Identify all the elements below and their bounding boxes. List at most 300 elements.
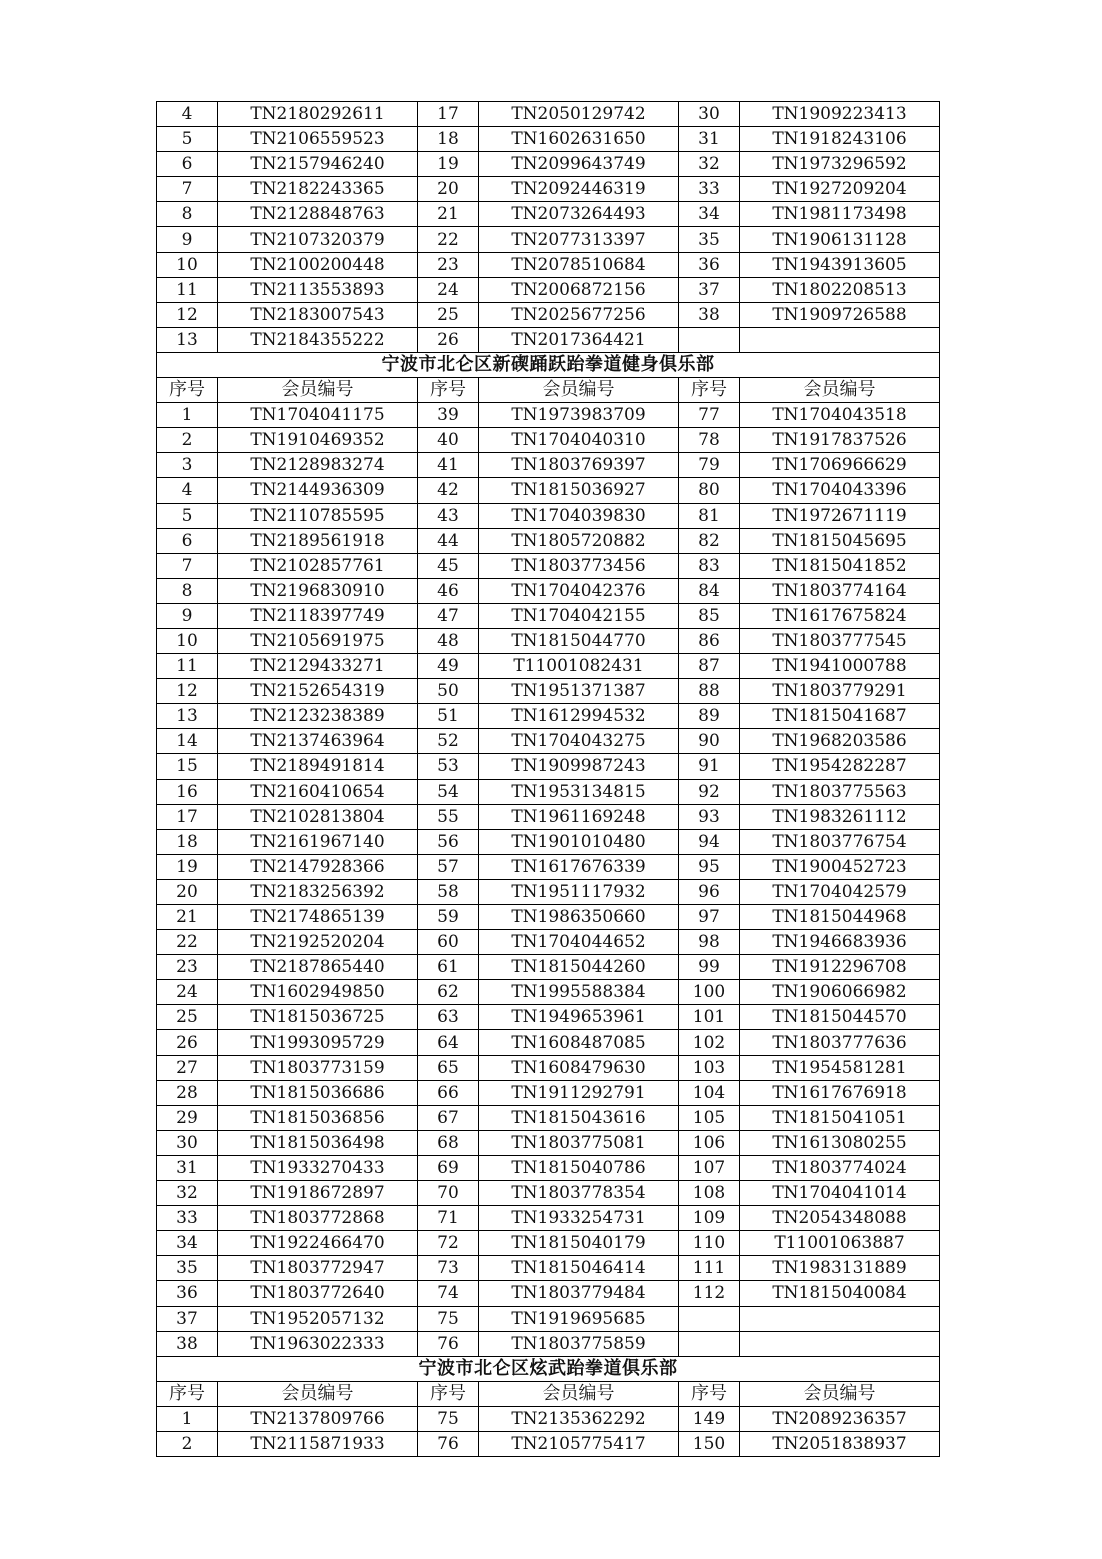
seq-cell bbox=[679, 327, 740, 352]
seq-cell: 33 bbox=[157, 1206, 218, 1231]
seq-cell: 31 bbox=[679, 127, 740, 152]
seq-cell: 40 bbox=[418, 428, 479, 453]
table-row bbox=[157, 478, 940, 503]
seq-cell: 1 bbox=[157, 403, 218, 428]
seq-cell: 72 bbox=[418, 1231, 479, 1256]
member-id-cell: TN2115871933 bbox=[218, 1431, 418, 1456]
table-row bbox=[157, 578, 940, 603]
seq-cell: 25 bbox=[157, 1005, 218, 1030]
table-row bbox=[157, 1406, 940, 1431]
member-id-cell: TN2092446319 bbox=[479, 177, 679, 202]
seq-cell: 25 bbox=[418, 302, 479, 327]
member-id-cell: TN1919695685 bbox=[479, 1306, 679, 1331]
seq-cell: 5 bbox=[157, 503, 218, 528]
seq-cell: 23 bbox=[418, 252, 479, 277]
member-id-cell: TN1803772640 bbox=[218, 1281, 418, 1306]
seq-cell: 103 bbox=[679, 1055, 740, 1080]
member-id-cell: TN1805720882 bbox=[479, 528, 679, 553]
member-id-cell: TN1803779291 bbox=[740, 679, 940, 704]
member-id-cell: TN1815041051 bbox=[740, 1105, 940, 1130]
member-id-cell: TN1954282287 bbox=[740, 754, 940, 779]
seq-header: 序号 bbox=[157, 378, 218, 403]
seq-cell: 62 bbox=[418, 980, 479, 1005]
table-row bbox=[157, 779, 940, 804]
club-title: 宁波市北仑区炫武跆拳道俱乐部 bbox=[157, 1356, 940, 1381]
seq-cell: 89 bbox=[679, 704, 740, 729]
seq-cell: 37 bbox=[679, 277, 740, 302]
member-id-cell: TN1910469352 bbox=[218, 428, 418, 453]
member-id-cell: TN2078510684 bbox=[479, 252, 679, 277]
table-row bbox=[157, 453, 940, 478]
seq-cell: 58 bbox=[418, 879, 479, 904]
seq-cell: 4 bbox=[157, 102, 218, 127]
member-id-cell: TN1949653961 bbox=[479, 1005, 679, 1030]
seq-header: 序号 bbox=[679, 1381, 740, 1406]
table-row bbox=[157, 654, 940, 679]
table-row bbox=[157, 879, 940, 904]
member-id-cell: TN1993095729 bbox=[218, 1030, 418, 1055]
member-id-cell: TN1901010480 bbox=[479, 829, 679, 854]
seq-cell: 75 bbox=[418, 1406, 479, 1431]
member-id-cell: TN2110785595 bbox=[218, 503, 418, 528]
member-table-body bbox=[157, 102, 940, 1457]
table-row bbox=[157, 227, 940, 252]
table-row bbox=[157, 729, 940, 754]
member-id-cell: TN2137809766 bbox=[218, 1406, 418, 1431]
seq-cell: 84 bbox=[679, 578, 740, 603]
table-row bbox=[157, 704, 940, 729]
member-id-header: 会员编号 bbox=[740, 1381, 940, 1406]
seq-cell: 81 bbox=[679, 503, 740, 528]
member-id-cell: TN1912296708 bbox=[740, 955, 940, 980]
member-id-cell: TN2054348088 bbox=[740, 1206, 940, 1231]
member-id-cell: TN1953134815 bbox=[479, 779, 679, 804]
member-id-cell: TN2105775417 bbox=[479, 1431, 679, 1456]
seq-cell: 46 bbox=[418, 578, 479, 603]
seq-cell: 88 bbox=[679, 679, 740, 704]
table-row bbox=[157, 1206, 940, 1231]
seq-cell: 105 bbox=[679, 1105, 740, 1130]
member-id-cell: TN2017364421 bbox=[479, 327, 679, 352]
club-title: 宁波市北仑区新碶踊跃跆拳道健身俱乐部 bbox=[157, 352, 940, 377]
seq-cell: 42 bbox=[418, 478, 479, 503]
table-row bbox=[157, 955, 940, 980]
seq-cell: 21 bbox=[418, 202, 479, 227]
member-id-cell: TN1815036856 bbox=[218, 1105, 418, 1130]
seq-cell: 93 bbox=[679, 804, 740, 829]
seq-cell bbox=[679, 1331, 740, 1356]
seq-cell: 15 bbox=[157, 754, 218, 779]
member-id-cell: TN1906131128 bbox=[740, 227, 940, 252]
member-id-cell: TN1909726588 bbox=[740, 302, 940, 327]
member-id-cell bbox=[740, 327, 940, 352]
table-row bbox=[157, 403, 940, 428]
table-row bbox=[157, 1080, 940, 1105]
seq-cell: 101 bbox=[679, 1005, 740, 1030]
seq-cell: 23 bbox=[157, 955, 218, 980]
member-id-cell: TN2025677256 bbox=[479, 302, 679, 327]
member-id-cell: TN1704041014 bbox=[740, 1181, 940, 1206]
table-row bbox=[157, 127, 940, 152]
seq-cell: 6 bbox=[157, 152, 218, 177]
seq-cell: 12 bbox=[157, 679, 218, 704]
table-row bbox=[157, 1431, 940, 1456]
member-id-cell: T11001082431 bbox=[479, 654, 679, 679]
seq-cell: 8 bbox=[157, 578, 218, 603]
member-id-cell: TN1803775859 bbox=[479, 1331, 679, 1356]
member-id-cell: TN1917837526 bbox=[740, 428, 940, 453]
member-id-cell: TN1815036686 bbox=[218, 1080, 418, 1105]
member-id-cell: TN2183007543 bbox=[218, 302, 418, 327]
member-id-cell: TN1617675824 bbox=[740, 603, 940, 628]
member-id-cell: TN2174865139 bbox=[218, 905, 418, 930]
seq-cell: 70 bbox=[418, 1181, 479, 1206]
member-id-cell: TN2152654319 bbox=[218, 679, 418, 704]
seq-cell: 44 bbox=[418, 528, 479, 553]
table-row bbox=[157, 1281, 940, 1306]
seq-cell: 64 bbox=[418, 1030, 479, 1055]
member-id-cell: TN2107320379 bbox=[218, 227, 418, 252]
member-id-cell: TN1815041687 bbox=[740, 704, 940, 729]
table-row bbox=[157, 1155, 940, 1180]
seq-cell: 56 bbox=[418, 829, 479, 854]
member-id-cell: TN2180292611 bbox=[218, 102, 418, 127]
member-id-cell: TN1815044968 bbox=[740, 905, 940, 930]
seq-cell: 5 bbox=[157, 127, 218, 152]
seq-cell: 3 bbox=[157, 453, 218, 478]
member-id-cell: TN2157946240 bbox=[218, 152, 418, 177]
seq-cell: 57 bbox=[418, 854, 479, 879]
member-id-cell: TN1803773456 bbox=[479, 553, 679, 578]
seq-cell: 27 bbox=[157, 1055, 218, 1080]
member-id-cell: TN2050129742 bbox=[479, 102, 679, 127]
seq-cell: 150 bbox=[679, 1431, 740, 1456]
seq-cell: 90 bbox=[679, 729, 740, 754]
seq-cell: 13 bbox=[157, 327, 218, 352]
member-id-cell bbox=[740, 1331, 940, 1356]
seq-cell: 34 bbox=[679, 202, 740, 227]
member-id-cell: TN1608479630 bbox=[479, 1055, 679, 1080]
seq-cell: 65 bbox=[418, 1055, 479, 1080]
seq-cell: 17 bbox=[157, 804, 218, 829]
seq-cell: 100 bbox=[679, 980, 740, 1005]
seq-cell: 99 bbox=[679, 955, 740, 980]
seq-cell: 76 bbox=[418, 1431, 479, 1456]
club-title-row bbox=[157, 352, 940, 377]
table-row bbox=[157, 829, 940, 854]
seq-cell: 49 bbox=[418, 654, 479, 679]
seq-cell: 96 bbox=[679, 879, 740, 904]
seq-cell: 67 bbox=[418, 1105, 479, 1130]
member-id-cell: TN1963022333 bbox=[218, 1331, 418, 1356]
seq-cell: 80 bbox=[679, 478, 740, 503]
seq-cell: 61 bbox=[418, 955, 479, 980]
member-id-cell: TN1927209204 bbox=[740, 177, 940, 202]
seq-cell: 35 bbox=[157, 1256, 218, 1281]
member-id-cell: TN1704040310 bbox=[479, 428, 679, 453]
seq-cell: 20 bbox=[418, 177, 479, 202]
seq-cell: 30 bbox=[157, 1130, 218, 1155]
member-id-cell: TN1968203586 bbox=[740, 729, 940, 754]
seq-cell: 9 bbox=[157, 603, 218, 628]
seq-cell: 78 bbox=[679, 428, 740, 453]
seq-cell: 149 bbox=[679, 1406, 740, 1431]
table-row bbox=[157, 854, 940, 879]
member-id-cell: TN1815040786 bbox=[479, 1155, 679, 1180]
seq-cell: 108 bbox=[679, 1181, 740, 1206]
table-row bbox=[157, 930, 940, 955]
seq-cell: 55 bbox=[418, 804, 479, 829]
member-id-cell: TN1983131889 bbox=[740, 1256, 940, 1281]
member-id-cell: TN2102813804 bbox=[218, 804, 418, 829]
member-id-cell: TN1815041852 bbox=[740, 553, 940, 578]
seq-cell: 38 bbox=[157, 1331, 218, 1356]
member-table bbox=[156, 101, 940, 1457]
member-id-cell: TN2128983274 bbox=[218, 453, 418, 478]
member-id-cell: TN2105691975 bbox=[218, 628, 418, 653]
table-row bbox=[157, 277, 940, 302]
club-title-row bbox=[157, 1356, 940, 1381]
member-id-cell: TN1704044652 bbox=[479, 930, 679, 955]
member-id-cell: TN2099643749 bbox=[479, 152, 679, 177]
member-id-cell: TN1704042579 bbox=[740, 879, 940, 904]
seq-cell: 94 bbox=[679, 829, 740, 854]
member-id-cell: TN1704043275 bbox=[479, 729, 679, 754]
seq-cell: 68 bbox=[418, 1130, 479, 1155]
member-id-cell: TN1995588384 bbox=[479, 980, 679, 1005]
seq-cell bbox=[679, 1306, 740, 1331]
member-id-header: 会员编号 bbox=[218, 378, 418, 403]
member-id-cell: TN2184355222 bbox=[218, 327, 418, 352]
column-header-row bbox=[157, 378, 940, 403]
table-row bbox=[157, 1105, 940, 1130]
column-header-row bbox=[157, 1381, 940, 1406]
seq-cell: 39 bbox=[418, 403, 479, 428]
seq-cell: 37 bbox=[157, 1306, 218, 1331]
seq-cell: 76 bbox=[418, 1331, 479, 1356]
table-row bbox=[157, 327, 940, 352]
member-id-cell: TN1952057132 bbox=[218, 1306, 418, 1331]
member-id-header: 会员编号 bbox=[479, 1381, 679, 1406]
member-id-cell: TN1803772868 bbox=[218, 1206, 418, 1231]
member-id-cell: TN1815040179 bbox=[479, 1231, 679, 1256]
seq-cell: 107 bbox=[679, 1155, 740, 1180]
seq-cell: 110 bbox=[679, 1231, 740, 1256]
member-id-cell: TN2073264493 bbox=[479, 202, 679, 227]
member-id-cell: TN1922466470 bbox=[218, 1231, 418, 1256]
table-row bbox=[157, 980, 940, 1005]
seq-cell: 32 bbox=[679, 152, 740, 177]
seq-cell: 74 bbox=[418, 1281, 479, 1306]
table-row bbox=[157, 754, 940, 779]
seq-cell: 30 bbox=[679, 102, 740, 127]
member-id-cell: TN1961169248 bbox=[479, 804, 679, 829]
member-id-cell: TN1815044570 bbox=[740, 1005, 940, 1030]
table-row bbox=[157, 1306, 940, 1331]
seq-cell: 77 bbox=[679, 403, 740, 428]
seq-cell: 11 bbox=[157, 277, 218, 302]
member-id-cell: TN1802208513 bbox=[740, 277, 940, 302]
member-id-cell: TN2077313397 bbox=[479, 227, 679, 252]
member-id-cell: T11001063887 bbox=[740, 1231, 940, 1256]
member-id-cell: TN1803779484 bbox=[479, 1281, 679, 1306]
seq-cell: 1 bbox=[157, 1406, 218, 1431]
member-id-cell: TN1973983709 bbox=[479, 403, 679, 428]
seq-cell: 18 bbox=[157, 829, 218, 854]
member-id-cell: TN2196830910 bbox=[218, 578, 418, 603]
member-id-cell: TN1909987243 bbox=[479, 754, 679, 779]
member-id-cell: TN1803777545 bbox=[740, 628, 940, 653]
member-id-cell: TN1918672897 bbox=[218, 1181, 418, 1206]
member-id-cell: TN1815036725 bbox=[218, 1005, 418, 1030]
seq-cell: 53 bbox=[418, 754, 479, 779]
member-id-cell: TN2183256392 bbox=[218, 879, 418, 904]
table-row bbox=[157, 905, 940, 930]
seq-cell: 12 bbox=[157, 302, 218, 327]
table-row bbox=[157, 1130, 940, 1155]
seq-cell: 52 bbox=[418, 729, 479, 754]
seq-cell: 35 bbox=[679, 227, 740, 252]
seq-header: 序号 bbox=[679, 378, 740, 403]
seq-cell: 7 bbox=[157, 177, 218, 202]
member-id-cell: TN1972671119 bbox=[740, 503, 940, 528]
table-row bbox=[157, 428, 940, 453]
seq-cell: 38 bbox=[679, 302, 740, 327]
seq-cell: 28 bbox=[157, 1080, 218, 1105]
seq-cell: 33 bbox=[679, 177, 740, 202]
member-id-cell: TN2189561918 bbox=[218, 528, 418, 553]
seq-cell: 71 bbox=[418, 1206, 479, 1231]
table-row bbox=[157, 1331, 940, 1356]
member-id-cell: TN1602631650 bbox=[479, 127, 679, 152]
member-id-cell: TN1803769397 bbox=[479, 453, 679, 478]
table-row bbox=[157, 252, 940, 277]
seq-cell: 102 bbox=[679, 1030, 740, 1055]
member-id-cell: TN1617676339 bbox=[479, 854, 679, 879]
member-id-cell: TN2100200448 bbox=[218, 252, 418, 277]
member-id-cell: TN1981173498 bbox=[740, 202, 940, 227]
seq-cell: 104 bbox=[679, 1080, 740, 1105]
seq-cell: 98 bbox=[679, 930, 740, 955]
member-id-cell: TN1617676918 bbox=[740, 1080, 940, 1105]
seq-cell: 2 bbox=[157, 428, 218, 453]
seq-cell: 10 bbox=[157, 628, 218, 653]
seq-cell: 26 bbox=[418, 327, 479, 352]
seq-cell: 19 bbox=[418, 152, 479, 177]
member-id-cell: TN1803776754 bbox=[740, 829, 940, 854]
member-id-cell: TN1946683936 bbox=[740, 930, 940, 955]
table-row bbox=[157, 503, 940, 528]
seq-cell: 32 bbox=[157, 1181, 218, 1206]
member-id-cell: TN1815040084 bbox=[740, 1281, 940, 1306]
member-id-cell: TN2182243365 bbox=[218, 177, 418, 202]
member-id-cell: TN1704042376 bbox=[479, 578, 679, 603]
member-id-cell: TN1803772947 bbox=[218, 1256, 418, 1281]
member-id-cell: TN2187865440 bbox=[218, 955, 418, 980]
member-id-cell: TN2089236357 bbox=[740, 1406, 940, 1431]
member-id-cell: TN1704043396 bbox=[740, 478, 940, 503]
seq-cell: 60 bbox=[418, 930, 479, 955]
member-id-cell: TN1933254731 bbox=[479, 1206, 679, 1231]
member-id-cell: TN1983261112 bbox=[740, 804, 940, 829]
table-row bbox=[157, 603, 940, 628]
seq-cell: 91 bbox=[679, 754, 740, 779]
seq-cell: 69 bbox=[418, 1155, 479, 1180]
seq-cell: 59 bbox=[418, 905, 479, 930]
seq-cell: 47 bbox=[418, 603, 479, 628]
seq-cell: 17 bbox=[418, 102, 479, 127]
table-row bbox=[157, 1256, 940, 1281]
seq-cell: 63 bbox=[418, 1005, 479, 1030]
seq-cell: 36 bbox=[157, 1281, 218, 1306]
member-id-header: 会员编号 bbox=[218, 1381, 418, 1406]
table-row bbox=[157, 1030, 940, 1055]
seq-cell: 16 bbox=[157, 779, 218, 804]
member-id-cell: TN1602949850 bbox=[218, 980, 418, 1005]
member-id-cell: TN1951371387 bbox=[479, 679, 679, 704]
seq-cell: 19 bbox=[157, 854, 218, 879]
table-row bbox=[157, 177, 940, 202]
seq-cell: 86 bbox=[679, 628, 740, 653]
member-id-cell: TN1973296592 bbox=[740, 152, 940, 177]
member-id-cell: TN1613080255 bbox=[740, 1130, 940, 1155]
seq-cell: 66 bbox=[418, 1080, 479, 1105]
member-id-cell: TN2106559523 bbox=[218, 127, 418, 152]
member-id-cell: TN1803777636 bbox=[740, 1030, 940, 1055]
seq-cell: 97 bbox=[679, 905, 740, 930]
seq-cell: 2 bbox=[157, 1431, 218, 1456]
member-id-cell: TN1815036927 bbox=[479, 478, 679, 503]
member-id-cell: TN1911292791 bbox=[479, 1080, 679, 1105]
table-row bbox=[157, 528, 940, 553]
member-id-cell: TN2128848763 bbox=[218, 202, 418, 227]
seq-cell: 9 bbox=[157, 227, 218, 252]
seq-header: 序号 bbox=[418, 378, 479, 403]
seq-cell: 11 bbox=[157, 654, 218, 679]
seq-cell: 14 bbox=[157, 729, 218, 754]
table-row bbox=[157, 202, 940, 227]
seq-cell: 95 bbox=[679, 854, 740, 879]
seq-cell: 41 bbox=[418, 453, 479, 478]
member-id-cell: TN2129433271 bbox=[218, 654, 418, 679]
member-id-cell: TN1815045695 bbox=[740, 528, 940, 553]
seq-cell: 87 bbox=[679, 654, 740, 679]
seq-cell: 24 bbox=[157, 980, 218, 1005]
table-row bbox=[157, 1005, 940, 1030]
seq-cell: 51 bbox=[418, 704, 479, 729]
member-id-cell: TN1815036498 bbox=[218, 1130, 418, 1155]
seq-cell: 4 bbox=[157, 478, 218, 503]
member-id-cell: TN1941000788 bbox=[740, 654, 940, 679]
table-row bbox=[157, 553, 940, 578]
seq-cell: 79 bbox=[679, 453, 740, 478]
seq-cell: 26 bbox=[157, 1030, 218, 1055]
table-row bbox=[157, 302, 940, 327]
table-row bbox=[157, 679, 940, 704]
member-id-cell: TN1906066982 bbox=[740, 980, 940, 1005]
table-row bbox=[157, 628, 940, 653]
table-row bbox=[157, 804, 940, 829]
table-row bbox=[157, 102, 940, 127]
seq-cell: 106 bbox=[679, 1130, 740, 1155]
member-id-cell: TN1803774024 bbox=[740, 1155, 940, 1180]
member-id-cell: TN2118397749 bbox=[218, 603, 418, 628]
member-id-cell: TN2147928366 bbox=[218, 854, 418, 879]
seq-cell: 21 bbox=[157, 905, 218, 930]
member-id-cell: TN2144936309 bbox=[218, 478, 418, 503]
seq-cell: 20 bbox=[157, 879, 218, 904]
member-id-cell: TN1986350660 bbox=[479, 905, 679, 930]
